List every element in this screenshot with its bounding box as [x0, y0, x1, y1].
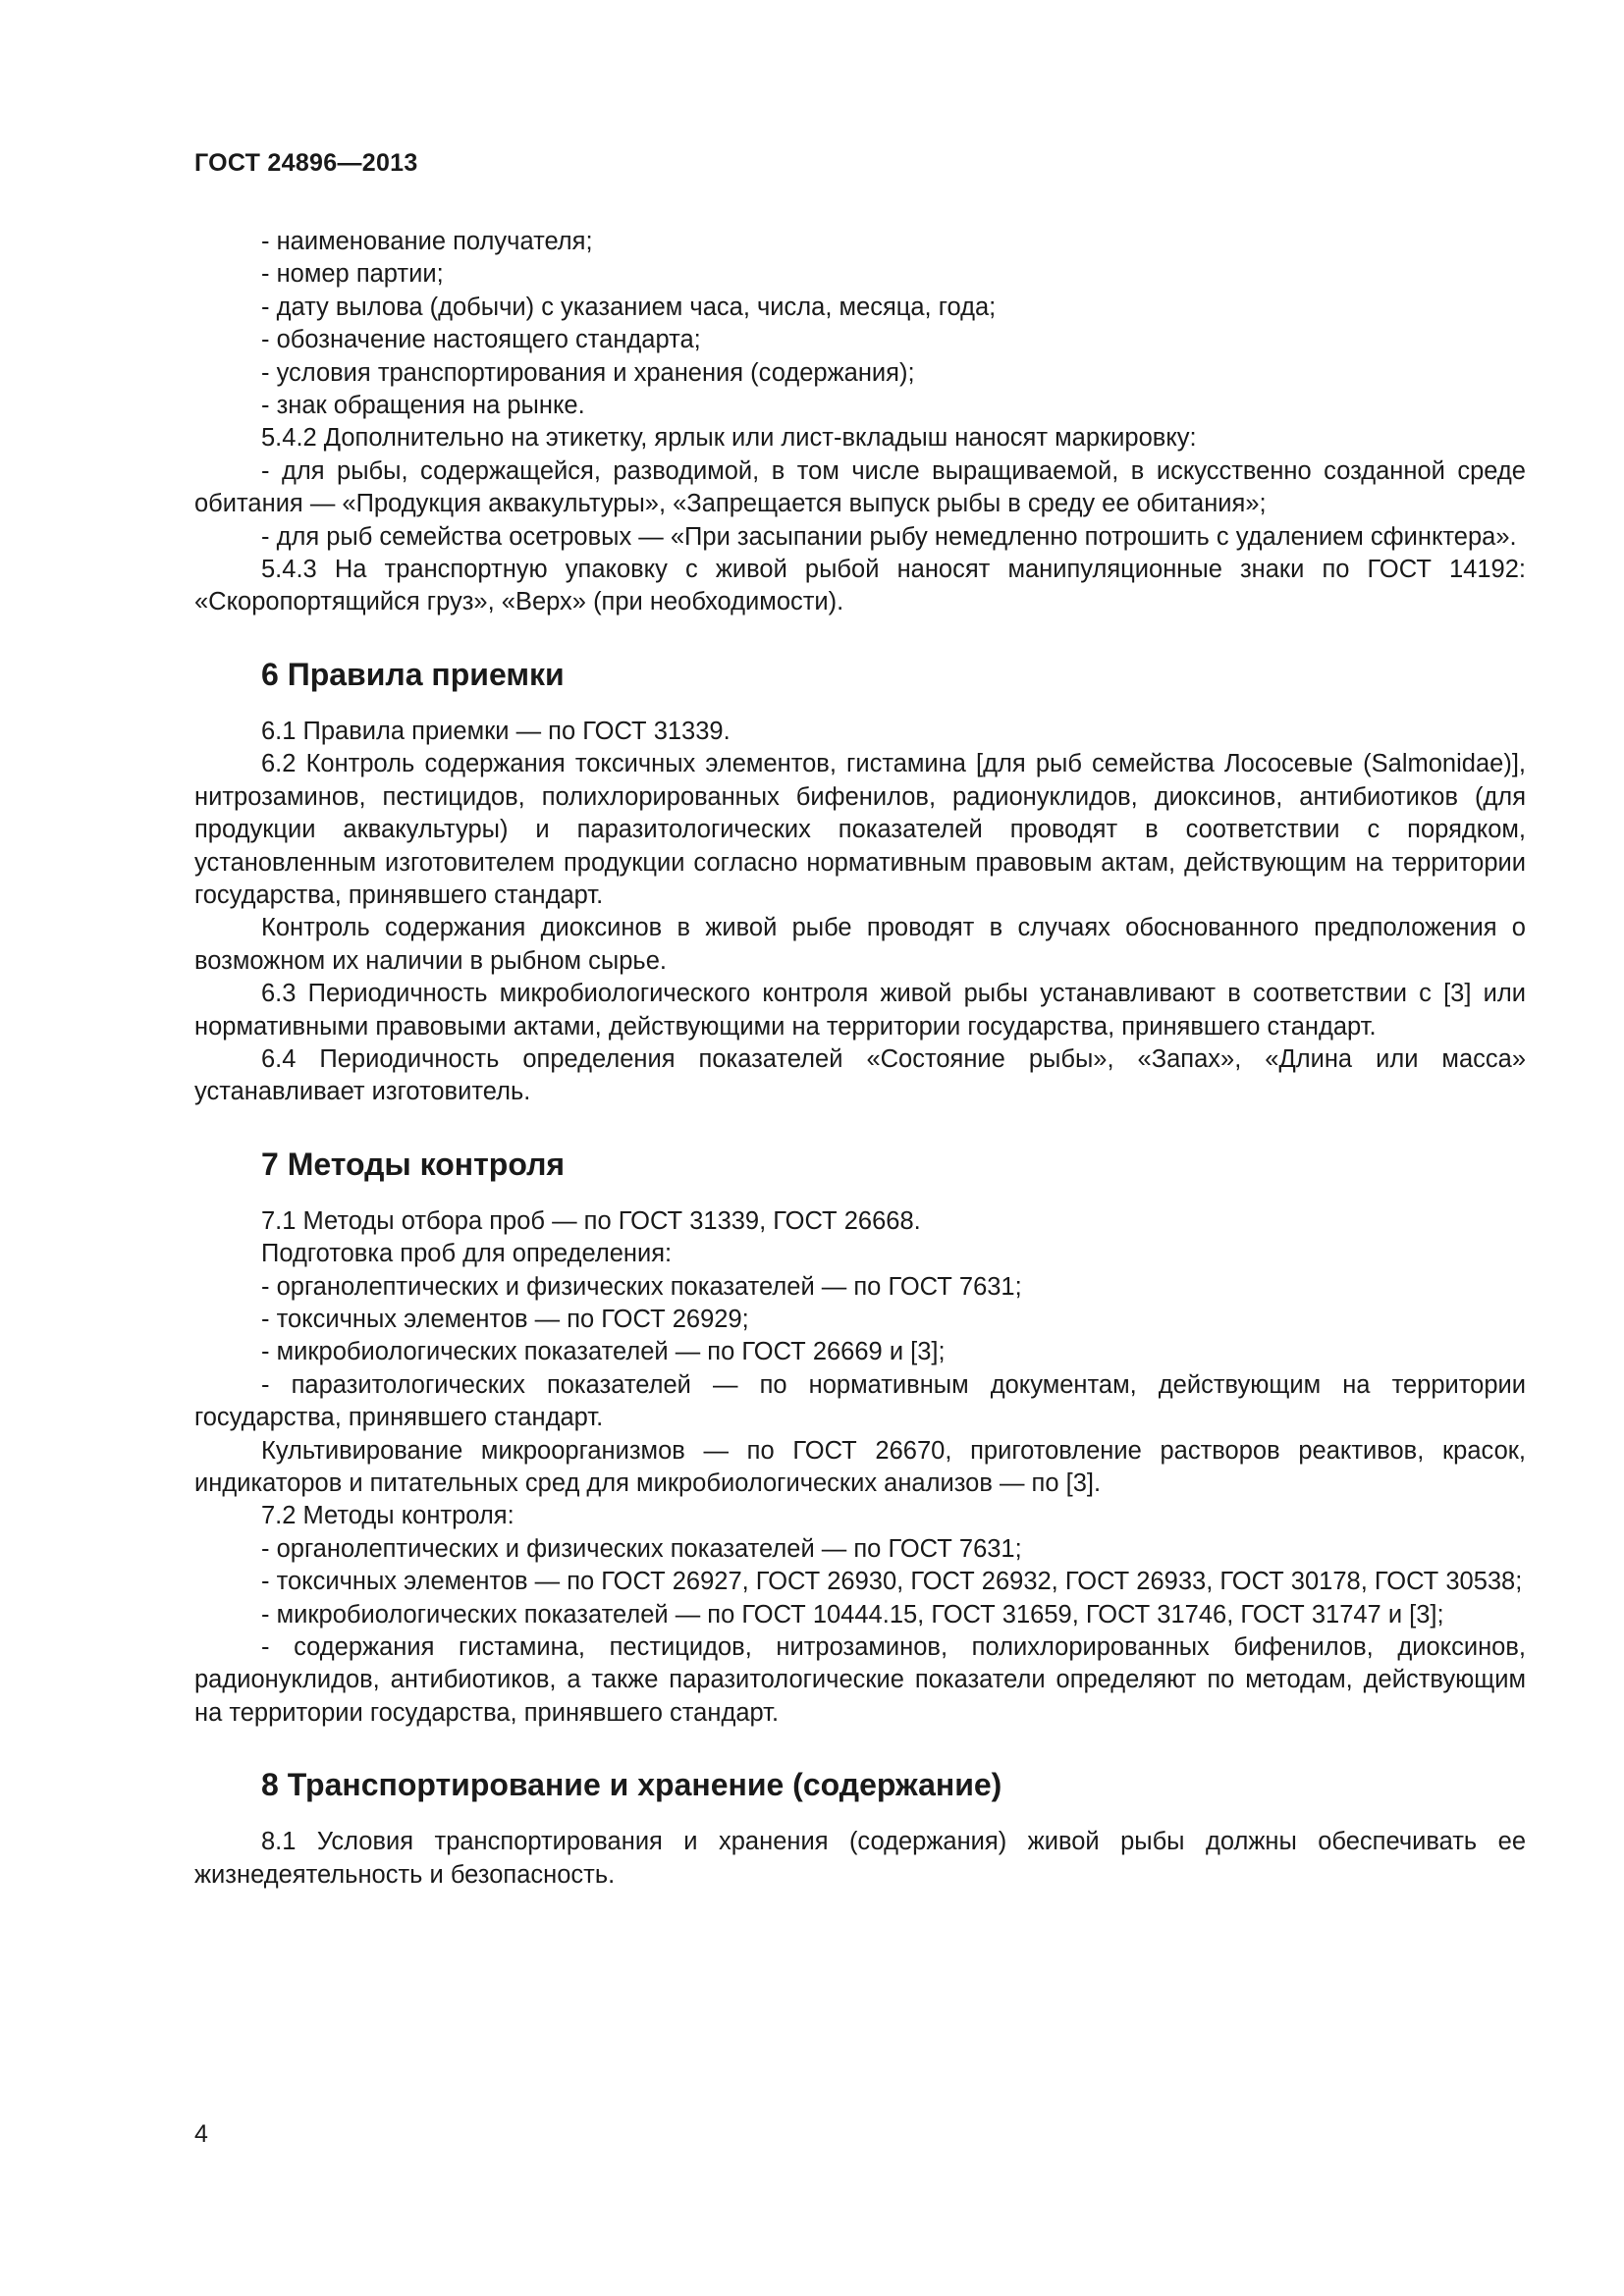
paragraph: Подготовка проб для определения: [261, 1240, 673, 1268]
document-body [194, 226, 1526, 1892]
paragraph: - условия транспортирования и хранения (содержания); [261, 358, 915, 387]
paragraph: - номер партии; [261, 260, 444, 289]
paragraph: 8.1 Условия транспортирования и хранения (содержания) живой рыбы должны обеспечивать ее жизнедеятельность и безопасность. [194, 1828, 1526, 1889]
section-heading: 7 Методы контроля [261, 1146, 566, 1182]
page-number: 4 [194, 2120, 208, 2148]
paragraph: - органолептических и физических показателей — по ГОСТ 7631; [261, 1534, 1022, 1563]
paragraph: - микробиологических показателей — по ГОСТ 26669 и [3]; [261, 1338, 946, 1366]
paragraph: - обозначение настоящего стандарта; [261, 326, 701, 354]
paragraph: 6.2 Контроль содержания токсичных элементов, гистамина [для рыб семейства Лососевые (Salmonidae)], нитрозаминов, пестицидов, полихлорированных бифенилов, радионуклидов, диоксинов, антибиотиков (для продукции аквакультуры) и паразитологических показателей проводят в соответствии с порядком, установленным изготовителем продукции согласно нормативным правовым актам, действующим на территории государства, принявшего стандарт. [194, 750, 1526, 909]
paragraph: 7.1 Методы отбора проб — по ГОСТ 31339, ГОСТ 26668. [261, 1206, 921, 1235]
section-heading: 6 Правила приемки [261, 656, 565, 692]
paragraph: - для рыб семейства осетровых — «При засыпании рыбу немедленно потрошить с удалением сфинктера». [261, 522, 1517, 551]
section-spacer [194, 1184, 1526, 1205]
paragraph: 5.4.3 На транспортную упаковку с живой рыбой наносят манипуляционные знаки по ГОСТ 14192: «Скоропортящийся груз», «Верх» (при необходимости). [194, 556, 1526, 616]
paragraph: - микробиологических показателей — по ГОСТ 10444.15, ГОСТ 31659, ГОСТ 31746, ГОСТ 31747 и [3]; [261, 1600, 1444, 1629]
section-spacer [194, 694, 1526, 716]
paragraph: - дату вылова (добычи) с указанием часа, числа, месяца, года; [261, 293, 997, 321]
paragraph: 6.4 Периодичность определения показателей «Состояние рыбы», «Запах», «Длина или масса» устанавливает изготовитель. [194, 1044, 1526, 1106]
section-spacer [194, 1730, 1526, 1765]
paragraph: - знак обращения на рынке. [261, 392, 585, 420]
paragraph: - токсичных элементов — по ГОСТ 26927, ГОСТ 26930, ГОСТ 26932, ГОСТ 26933, ГОСТ 30178, ГОСТ 30538; [261, 1568, 1523, 1596]
paragraph: Культивирование микроорганизмов — по ГОСТ 26670, приготовление растворов реактивов, красок, индикаторов и питательных сред для микробиологических анализов — по [3]. [194, 1436, 1526, 1497]
paragraph: - паразитологических показателей — по нормативным документам, действующим на территории государства, принявшего стандарт. [194, 1370, 1526, 1432]
paragraph: 5.4.2 Дополнительно на этикетку, ярлык или лист-вкладыш наносят маркировку: [261, 424, 1197, 453]
paragraph: - наименование получателя; [261, 228, 593, 255]
section-spacer [194, 1109, 1526, 1145]
paragraph: Контроль содержания диоксинов в живой рыбе проводят в случаях обоснованного предположения о возможном их наличии в рыбном сырье. [194, 914, 1526, 975]
paragraph: - токсичных элементов — по ГОСТ 26929; [261, 1305, 749, 1333]
paragraph: - для рыбы, содержащейся, разводимой, в том числе выращиваемой, в искусственно созданной среде обитания — «Продукция аквакультуры», «Запрещается выпуск рыбы в среду ее обитания»; [194, 456, 1526, 518]
paragraph: - содержания гистамина, пестицидов, нитрозаминов, полихлорированных бифенилов, диоксинов, радионуклидов, антибиотиков, а также паразитологические показатели определяют по методам, действующим на территории государства, принявшего стандарт. [194, 1633, 1526, 1727]
document-code: ГОСТ 24896—2013 [194, 149, 418, 177]
paragraph: - органолептических и физических показателей — по ГОСТ 7631; [261, 1272, 1022, 1301]
section-heading: 8 Транспортирование и хранение (содержание) [261, 1767, 1002, 1803]
section-spacer [194, 619, 1526, 655]
paragraph: 6.1 Правила приемки — по ГОСТ 31339. [261, 717, 731, 745]
paragraph: 6.3 Периодичность микробиологического контроля живой рыбы устанавливают в соответствии с [3] или нормативными правовыми актами, действующими на территории государства, принявшего стандарт. [194, 980, 1526, 1041]
section-spacer [194, 1804, 1526, 1826]
paragraph: 7.2 Методы контроля: [261, 1502, 514, 1530]
